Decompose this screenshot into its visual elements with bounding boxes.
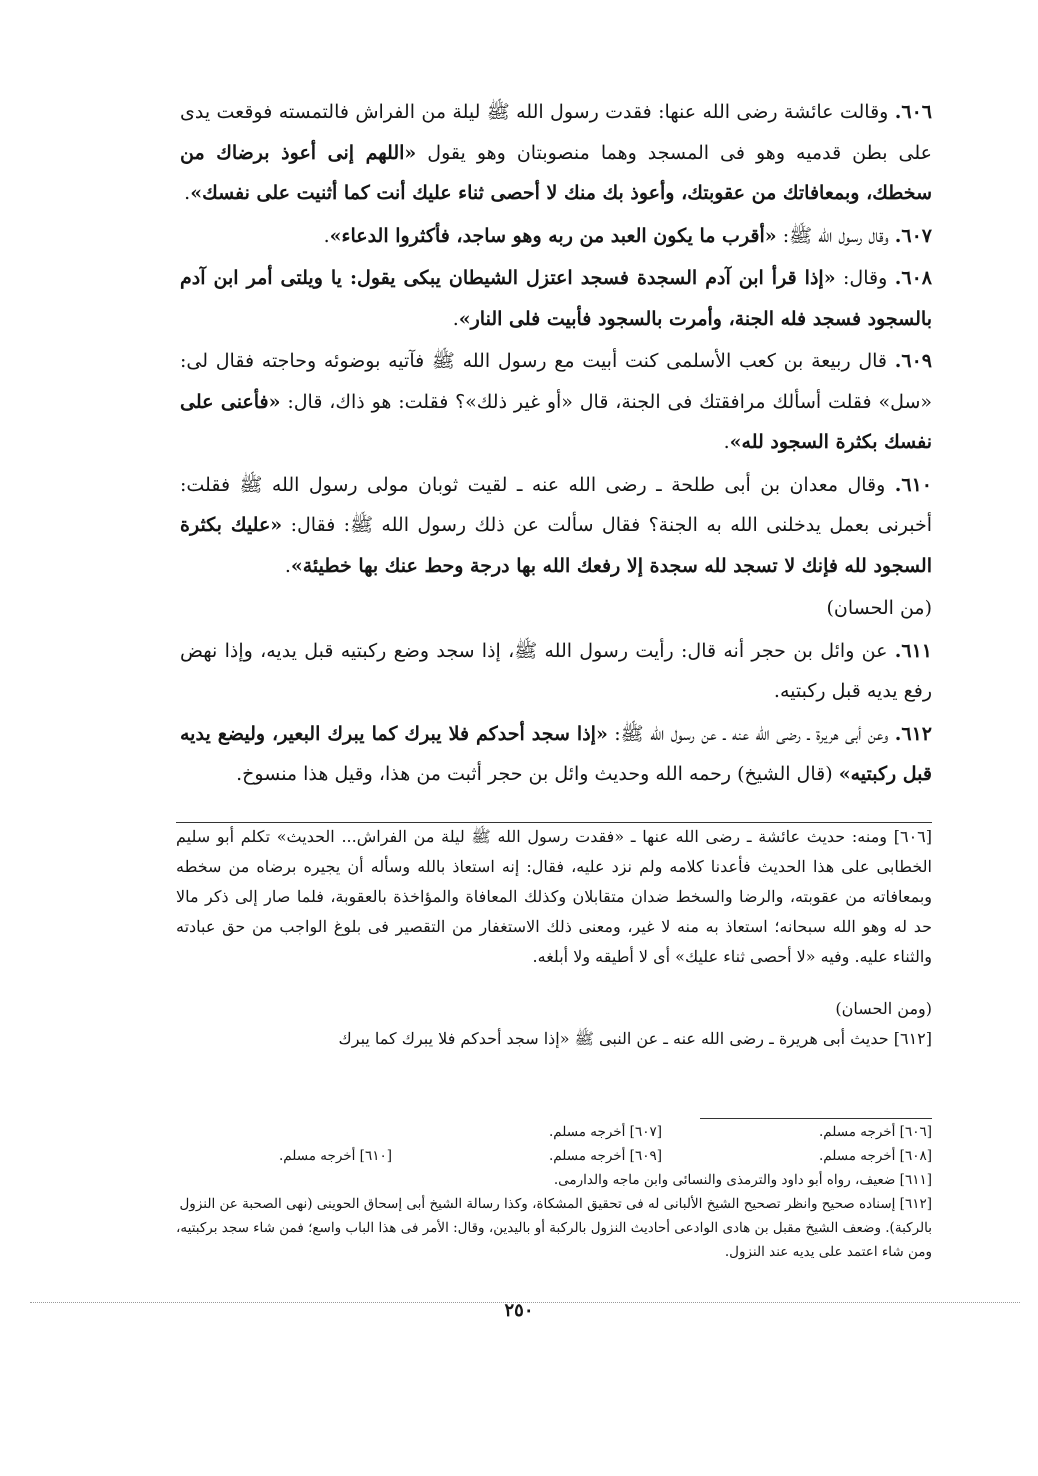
hadith-609 <box>180 341 932 463</box>
reference-placeholder <box>176 1120 392 1144</box>
commentary-heading: (ومن الحسان) <box>835 999 932 1018</box>
reference-609: [٦٠٩] أخرجه مسلم. <box>548 1148 662 1164</box>
hadith-tail: . <box>452 307 459 330</box>
reference-608: [٦٠٨] أخرجه مسلم. <box>818 1148 932 1164</box>
commentary-606: [٦٠٦] ومنه: حديث عائشة ـ رضى الله عنها ـ «فقدت رسول الله ﷺ ليلة من الفراش... الحديث» تكلم أبو سليم الخطابى على هذا الحديث فأعدنا كلامه ولم نزد عليه، فقال: إنه استعاذ بالله وسأله أن يجيره برضاه من سخطه وبمعافاته من عقوبته، والرضا والسخط ضدان متقابلان وكذلك المعافاة والمؤاخذة بالعقوبة، فلما صار إلى ذكر مالا حد له وهو الله سبحانه؛ استعاذ به منه لا غير، ومعنى ذلك الاستغفار من التقصير فى بلوغ الواجب من حق عبادته والثناء عليه. وفيه «لا أحصى ثناء عليك» أى لا أطيقه ولا أبلغه. <box>176 827 932 966</box>
hadith-number: ٦٠٨. <box>894 267 932 289</box>
references-row <box>176 1144 932 1168</box>
hadith-narration: وقال رسول الله ﷺ: <box>776 224 889 247</box>
page-number: ٢٥٠ <box>504 1300 534 1321</box>
hadith-number: ٦٠٧. <box>894 224 932 247</box>
section-heading <box>180 588 932 629</box>
spacer <box>176 972 932 994</box>
hadith-quote: «أقرب ما يكون العبد من ربه وهو ساجد، فأكثروا الدعاء» <box>329 224 777 247</box>
hadith-tail: . <box>184 182 191 204</box>
hadith-narration: عن وائل بن حجر أنه قال: رأيت رسول الله ﷺ، إذا سجد وضع ركبتيه قبل يديه، وإذا نهض رفع يديه قبل ركبتيه. <box>180 639 932 702</box>
references-row <box>176 1120 932 1144</box>
hadith-tail: . <box>723 431 730 453</box>
hadith-tail: . <box>284 554 291 577</box>
section-heading-text: (من الحسان) <box>826 597 932 619</box>
hadith-tail: (قال الشيخ) رحمه الله وحديث وائل بن حجر أثبت من هذا، وقيل هذا منسوخ. <box>236 763 839 785</box>
hadith-quote: «فأعنى على نفسك بكثرة السجود لله» <box>180 390 932 453</box>
references-divider <box>700 1118 932 1119</box>
hadith-number: ٦٠٦. <box>894 101 932 123</box>
reference-611: [٦١١] ضعيف، رواه أبو داود والترمذى والنسائى وابن ماجه والدارمى. <box>553 1172 932 1188</box>
reference-610: [٦١٠] أخرجه مسلم. <box>278 1148 392 1164</box>
hadith-606 <box>180 92 932 214</box>
hadith-narration: قال ربيعة بن كعب الأسلمى كنت أبيت مع رسول الله ﷺ فآتيه بوضوئه وحاجته فقال لى: «سل» فقلت أسألك مرافقتك فى الجنة، قال «أو غير ذلك»؟ فقلت: هو ذاك، قال: <box>180 350 933 413</box>
hadith-611 <box>180 631 932 712</box>
hadith-text <box>180 92 932 797</box>
reference-606: [٦٠٦] أخرجه مسلم. <box>818 1124 932 1140</box>
hadith-quote: «إذا سجد أحدكم فلا يبرك كما يبرك البعير، وليضع يديه قبل ركبتيه» <box>180 722 932 785</box>
hadith-narration: وقال معدان بن أبى طلحة ـ رضى الله عنه ـ لقيت ثوبان مولى رسول الله ﷺ فقلت: أخبرنى بعمل يدخلنى الله به الجنة؟ فقال سألت عن ذلك رسول الله ﷺ: فقال: <box>180 473 932 536</box>
hadith-608 <box>180 258 932 339</box>
hadith-narration: وقال: <box>835 267 888 289</box>
commentary-612: [٦١٢] حديث أبى هريرة ـ رضى الله عنه ـ عن النبى ﷺ «إذا سجد أحدكم فلا يبرك كما يبرك <box>338 1029 932 1048</box>
reference-607: [٦٠٧] أخرجه مسلم. <box>548 1124 662 1140</box>
hadith-quote: «إذا قرأ ابن آدم السجدة فسجد اعتزل الشيطان يبكى يقول: يا ويلتى أمر ابن آدم بالسجود فسجد فله الجنة، وأمرت بالسجود فأبيت فلى النار» <box>180 267 932 330</box>
hadith-tail: . <box>323 224 330 247</box>
hadith-quote: «عليك بكثرة السجود لله فإنك لا تسجد لله سجدة إلا رفعك الله بها درجة وحط عنك بها خطيئة» <box>180 514 932 577</box>
reference-612: [٦١٢] إسناده صحيح وانظر تصحيح الشيخ الألبانى له فى تحقيق المشكاة، وكذا رسالة الشيخ أبى إسحاق الحوينى (نهى الصحبة عن النزول بالركبة). وضعف الشيخ مقبل بن هادى الوادعى أحاديث النزول بالركبة أو باليدين، وقال: الأمر فى هذا الباب واسع؛ فمن شاء سجد بركبتيه، ومن شاء اعتمد على يديه عند النزول. <box>176 1196 932 1260</box>
hadith-number: ٦٠٩. <box>894 350 932 372</box>
hadith-number: ٦١٢. <box>894 722 933 745</box>
references-section <box>176 1120 932 1264</box>
hadith-quote: «اللهم إنى أعوذ برضاك من سخطك، وبمعافاتك من عقوبتك، وأعوذ بك منك لا أحصى ثناء عليك أنت كما أثنيت على نفسك» <box>180 141 932 204</box>
hadith-612 <box>180 714 932 795</box>
hadith-narration: وعن أبى هريرة ـ رضى الله عنه ـ عن رسول الله ﷺ: <box>607 722 889 745</box>
hadith-number: ٦١٠. <box>894 473 932 496</box>
hadith-number: ٦١١. <box>894 639 932 662</box>
hadith-607 <box>180 216 932 257</box>
hadith-narration: وقالت عائشة رضى الله عنها: فقدت رسول الله ﷺ ليلة من الفراش فالتمسته فوقعت يدى على بطن قدميه وهو فى المسجد وهما منصوبتان وهو يقول <box>180 101 932 164</box>
commentary-section <box>176 822 932 1054</box>
hadith-610 <box>180 465 932 587</box>
